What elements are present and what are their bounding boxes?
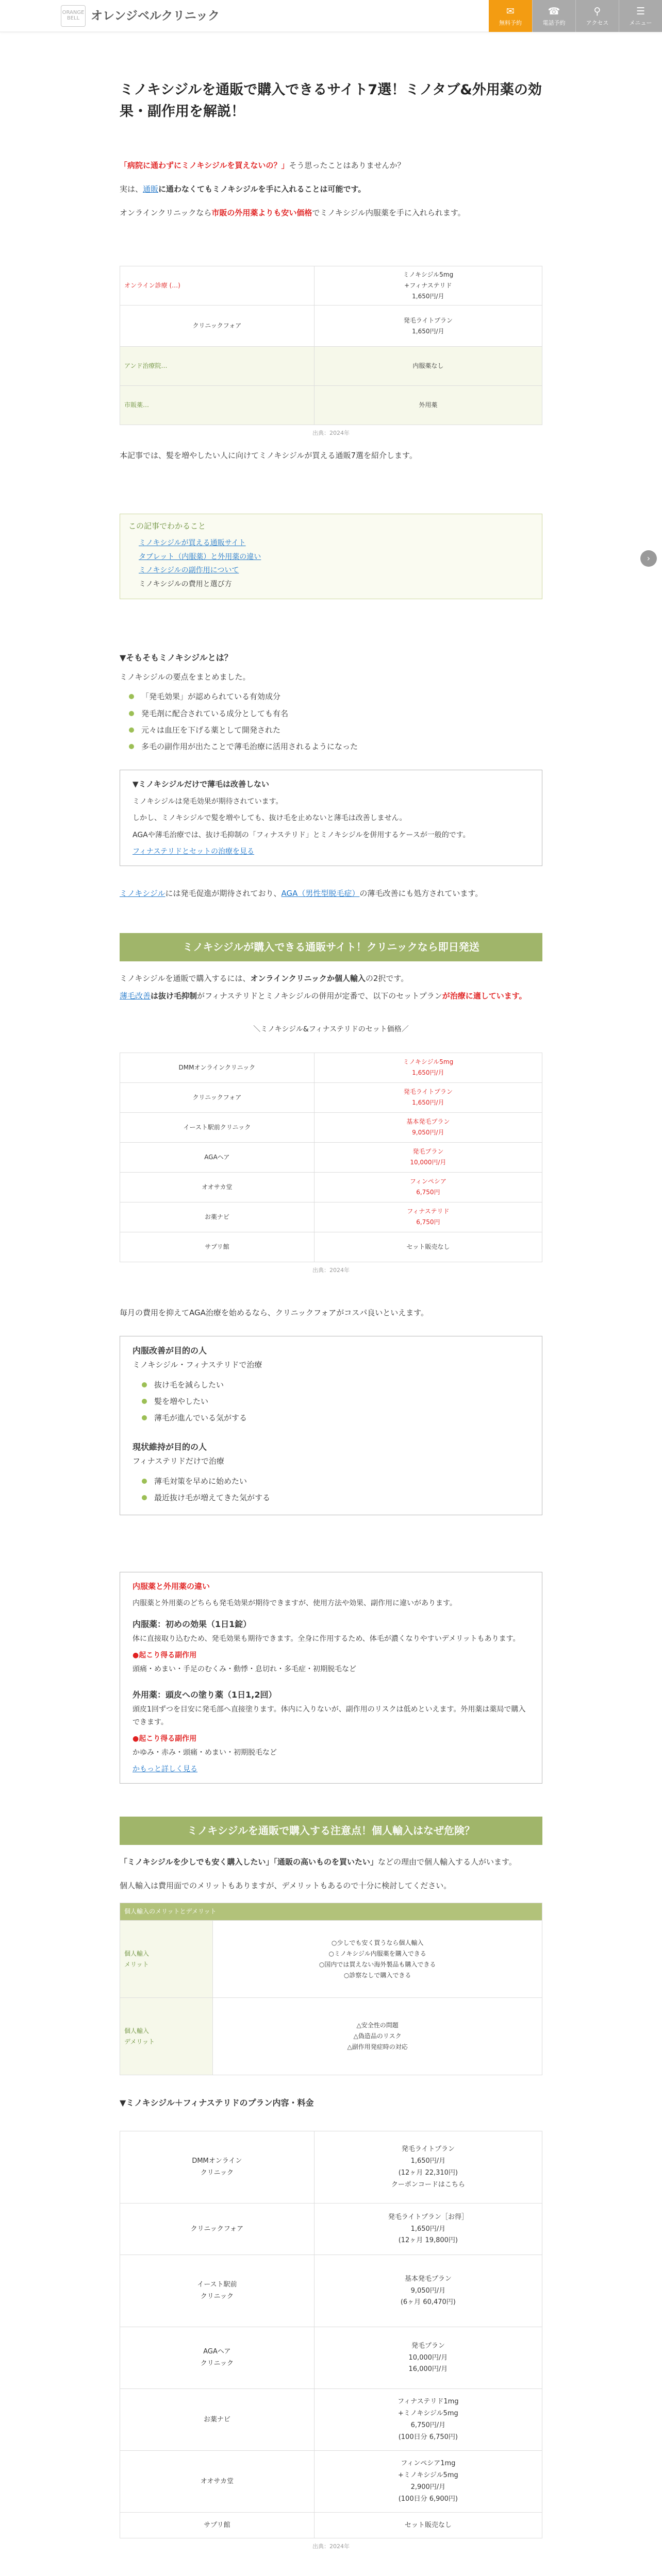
section-heading: ミノキシジルが購入できる通販サイト！クリニックなら即日発送 <box>120 933 542 961</box>
note-line: しかし、ミノキシジルで髪を増やしても、抜け毛を止めないと薄毛は改善しません。 <box>133 814 407 823</box>
toc-item: タブレット（内服薬）と外用薬の違い <box>139 552 261 561</box>
mail-order-link[interactable]: 通販 <box>143 184 159 194</box>
reserve-label: 無料予約 <box>499 19 522 26</box>
menu-icon: ☰ <box>636 6 646 17</box>
header-nav <box>489 0 662 32</box>
h2a-paragraph-2: 薄毛改善は抜け毛抑制がフィナステリドとミノキシジルの併用が定番で、以下のセットプランが治療に適しています。 <box>120 991 527 1001</box>
summary: 本記事では、髪を増やしたい人に向けてミノキシジルが買える通販7選を紹介します。 <box>120 450 417 460</box>
menu-button[interactable] <box>619 0 662 32</box>
aga-paragraph: ミノキシジルには発毛促進が期待されており、AGA（男性型脱毛症）の薄毛改善にも処方されています。 <box>120 888 483 898</box>
note-title: ▼ミノキシジルだけで薄毛は改善しない <box>133 779 270 789</box>
details-link[interactable]: かもっと詳しく見る <box>133 1765 197 1774</box>
note-line: AGAや薄毛治療では、抜け毛抑制の「フィナステリド」とミノキシジルを併用するケースが一般的です。 <box>133 831 470 839</box>
list-item: 発毛剤に配合されている成分としても有名 <box>129 707 542 720</box>
cost-line: 毎月の費用を抑えてAGA治療を始めるなら、クリニックフォアがコスパ良いといえます。 <box>120 1308 429 1318</box>
toc-item: ミノキシジルの費用と選び方 <box>139 580 232 588</box>
finasteride-link[interactable]: フィナステリドとセットの治療を見る <box>133 848 255 856</box>
phone-button[interactable] <box>532 0 575 32</box>
table-caption: 出典：2024年 <box>312 1266 350 1274</box>
purpose-box: 内服改善が目的の人 ミノキシジル・フィナステリドで治療 抜け毛を減らしたい 髪を増やしたい 薄毛が進んでいる気がする 現状維持が目的の人 フィナステリドだけで治療 薄毛対策を早めに始めたい 最近抜け毛が増えてきた気がする <box>120 1336 542 1515</box>
import-table: 個人輸入のメリットとデメリット 個人輸入 メリット ○少しでも安く買うなら個人輸入 ○ミノキシジル内服薬を購入できる ○国内では買えない海外製品も購入できる ○診察なしで購入できる 個人輸入 デメリット △安全性の問題 △偽造品のリスク △副作用発症時の対応 <box>120 1903 542 2075</box>
page-title: ミノキシジルを通販で購入できるサイト7選！ミノタブ&外用薬の効果・副作用を解説！ <box>120 82 542 120</box>
table-caption: 出典：2024年 <box>312 430 350 437</box>
section-heading: ミノキシジルを通販で購入する注意点！個人輸入はなぜ危険？ <box>120 1817 542 1845</box>
intro-p2: 実は、通販に通わなくてもミノキシジルを手に入れることは可能です。 <box>120 184 366 194</box>
note-line: ミノキシジルは発毛効果が期待されています。 <box>133 797 283 806</box>
h2a-paragraph: ミノキシジルを通販で購入するには、オンラインクリニックか個人輸入の2択です。 <box>120 973 409 983</box>
set-price-table: DMMオンラインクリニック ミノキシジル5mg 1,650円/月 クリニックフォア 発毛ライトプラン 1,650円/月 イースト駅前クリニック 基本発毛プラン 9,050円/月 AGAヘア 発毛プラン 10,000円/月 オオサカ堂 フィンペシア 6,750円 お薬ナビ フィナステリド 6,750円 サプリ館 セット販売なし <box>120 1053 542 1262</box>
section-lead: ミノキシジルの要点をまとめました。 <box>120 672 251 682</box>
toc-title: この記事でわかること <box>128 521 206 531</box>
toc-item: ミノキシジルが買える通販サイト <box>139 539 246 548</box>
intro-question: 「病院に通わずにミノキシジルを買えないの？」そう思ったことはありませんか？ <box>120 160 405 170</box>
feature-list <box>120 690 542 753</box>
intro-p3: オンラインクリニックなら市販の外用薬よりも安い価格でミノキシジル内服薬を手に入れられます。 <box>120 208 466 218</box>
article <box>120 79 542 2576</box>
phone-icon: ☎ <box>548 6 560 17</box>
list-item: 元々は血圧を下げる薬として開発された <box>129 723 542 737</box>
comparison-table: オンライン診療 (…) ミノキシジル5mg +フィナステリド 1,650円/月 クリニックフォア 発毛ライトプラン 1,650円/月 アンド治療院… 内服薬なし 市販薬… 外用薬 <box>120 266 542 425</box>
scroll-up-button[interactable]: › <box>640 550 657 567</box>
reserve-button[interactable] <box>489 0 532 32</box>
section-minoxidil-title: ▼そもそもミノキシジルとは？ <box>120 653 233 663</box>
oral-vs-topical-box: 内服薬と外用薬の違い 内服薬と外用薬のどちらも発毛効果が期待できますが、使用方法や効果、副作用に違いがあります。 内服薬：初めの効果（1日1錠） 体に直接取り込むため、発毛効果も期待できます。全身に作用するため、体毛が濃くなりやすいデメリットもあります。 ●起こり得る副作用 頭痛・めまい・手足のむくみ・動悸・息切れ・多毛症・初期脱毛など 外用薬：頭皮への塗り薬（1日1,2回） 頭皮1回ずつを目安に発毛部へ直接塗ります。体内に入りないが、副作用のリスクは低めといえます。外用薬は薬局で購入できます。 ●起こり得る副作用 かゆみ・赤み・頭痛・めまい・初期脱毛など かもっと詳しく見る <box>120 1572 542 1784</box>
menu-label: メニュー <box>629 19 652 26</box>
h2b-paragraph-2: 個人輸入は費用面でのメリットもありますが、デメリットもあるので十分に検討してください。 <box>120 1881 452 1891</box>
logo-mark: ORANGE BELL <box>61 5 86 27</box>
access-button[interactable] <box>575 0 619 32</box>
list-item: 多毛の副作用が出たことで薄毛治療に活用されるようになった <box>129 740 542 753</box>
toc-box <box>120 514 542 599</box>
h2b-paragraph: 「ミノキシジルを少しでも安く購入したい」「通販の高いものを買いたい」などの理由で個人輸入する人がいます。 <box>120 1857 517 1867</box>
table-caption: 出典：2024年 <box>312 2543 350 2550</box>
site-header <box>0 0 662 32</box>
toc-item: ミノキシジルの副作用について <box>139 566 239 575</box>
logo-text: オレンジベルクリニック <box>91 9 220 23</box>
logo[interactable] <box>61 5 220 27</box>
note-box <box>120 770 542 866</box>
set-price-title: ＼ミノキシジル&フィナステリドのセット価格／ <box>253 1025 409 1034</box>
plan-table: DMMオンライン クリニック 発毛ライトプラン 1,650円/月 (12ヶ月 22,310円) クーポンコードはこちら クリニックフォア 発毛ライトプラン［お得］ 1,650円/月 (12ヶ月 19,800円) イースト駅前 クリニック 基本発毛プラン 9,050円/月 (6ヶ月 60,470円) AGAヘア クリニック 発毛プラン 10,000円/月 16,000円/月 お薬ナビ フィナステリド1mg +ミノキシジル5mg 6,750円/月 (100日分 6,750円) オオサカ堂 フィンペシア1mg +ミノキシジル5mg 2,900円/月 (100日分 6,900円) サプリ館 セット販売なし <box>120 2131 542 2538</box>
phone-label: 電話予約 <box>542 19 566 26</box>
access-label: アクセス <box>586 19 609 26</box>
list-item: 「発毛効果」が認められている有効成分 <box>129 690 542 703</box>
map-pin-icon: ⚲ <box>593 6 601 17</box>
plan-title: ▼ミノキシジル＋フィナステリドのプラン内容・料金 <box>120 2098 314 2108</box>
mail-icon: ✉ <box>506 6 515 17</box>
